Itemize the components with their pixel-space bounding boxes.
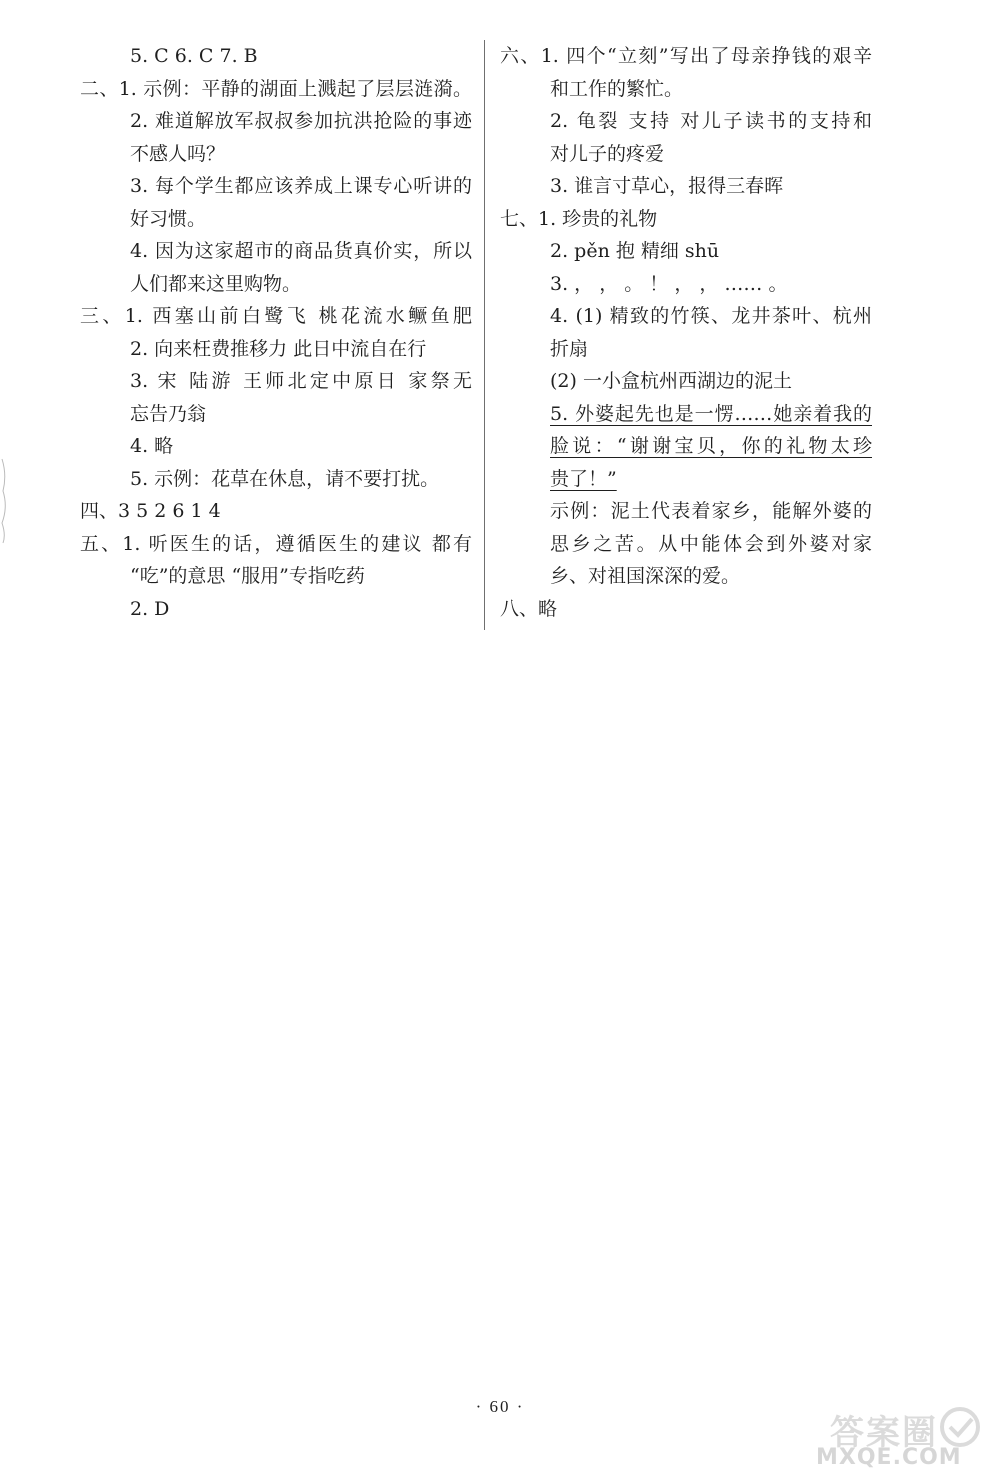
answer-line: 五、1. 听医生的话，遵循医生的建议 都有 [80,532,472,555]
page-number: · 60 · [475,1397,525,1416]
answer-line: 人们都来这里购物。 [130,272,302,295]
left-column [80,40,472,625]
answer-line: 示例：泥土代表着家乡，能解外婆的 [550,500,872,522]
answer-line: 和工作的繁忙。 [550,77,684,100]
answer-line: 对儿子的疼爱 [550,142,665,165]
answer-line: 3. ， ， 。 ！ ， ， …… 。 [550,272,788,295]
answer-line: 2. 向来枉费推移力 此日中流自在行 [130,337,427,360]
watermark-url: MXQE.COM [816,1445,962,1470]
scan-edge-mark [0,455,10,545]
underlined-answer-line [500,463,872,496]
answer-line: 2. 难道解放军叔叔参加抗洪抢险的事迹 [130,110,472,132]
answer-line: “吃”的意思 “服用”专指吃药 [130,565,365,587]
column-divider [484,40,485,630]
answer-line: 折扇 [550,337,589,360]
answer-line: 三、1. 西塞山前白鹭飞 桃花流水鳜鱼肥 [80,305,472,327]
answer-line: 3. 宋 陆游 王师北定中原日 家祭无 [130,370,472,392]
answer-line: 七、1. 珍贵的礼物 [500,207,658,230]
answer-line: 4. 因为这家超市的商品货真价实，所以 [130,240,472,262]
answer-line: 忘告乃翁 [130,402,207,425]
answer-line: 4. 略 [130,435,174,457]
answer-line: 3. 每个学生都应该养成上课专心听讲的 [130,175,472,197]
answer-line: 二、1. 示例：平静的湖面上溅起了层层涟漪。 [80,77,472,100]
answer-line: 好习惯。 [130,207,207,230]
right-column [500,40,872,625]
underlined-answer-line: 脸说：“谢谢宝贝，你的礼物太珍 [550,435,872,457]
underlined-text: 贵了！” [550,467,617,490]
underlined-answer-line: 5. 外婆起先也是一愣……她亲着我的 [550,402,872,425]
answer-line: 乡、对祖国深深的爱。 [550,565,741,587]
answer-line: 八、略 [500,597,558,620]
answer-line: 不感人吗？ [130,142,226,165]
answer-line: 思乡之苦。从中能体会到外婆对家 [550,532,872,555]
answer-line: 3. 谁言寸草心，报得三春晖 [550,175,784,197]
answer-line: 5. C 6. C 7. B [130,45,258,67]
watermark-logo [802,1405,1000,1471]
answer-line: 2. D [130,597,170,620]
answer-line: 2. pěn 抱 精细 shū [550,240,720,262]
watermark-title: 答案圈 [830,1413,938,1453]
answer-line: 4. (1) 精致的竹筷、龙井茶叶、杭州 [550,305,872,327]
answer-line: (2) 一小盒杭州西湖边的泥土 [550,370,792,392]
answer-line: 四、3 5 2 6 1 4 [80,500,221,522]
answer-line: 5. 示例：花草在休息，请不要打扰。 [130,467,440,490]
answer-line: 2. 龟裂 支持 对儿子读书的支持和 [550,110,872,132]
answer-line: 六、1. 四个“立刻”写出了母亲挣钱的艰辛 [500,45,872,67]
